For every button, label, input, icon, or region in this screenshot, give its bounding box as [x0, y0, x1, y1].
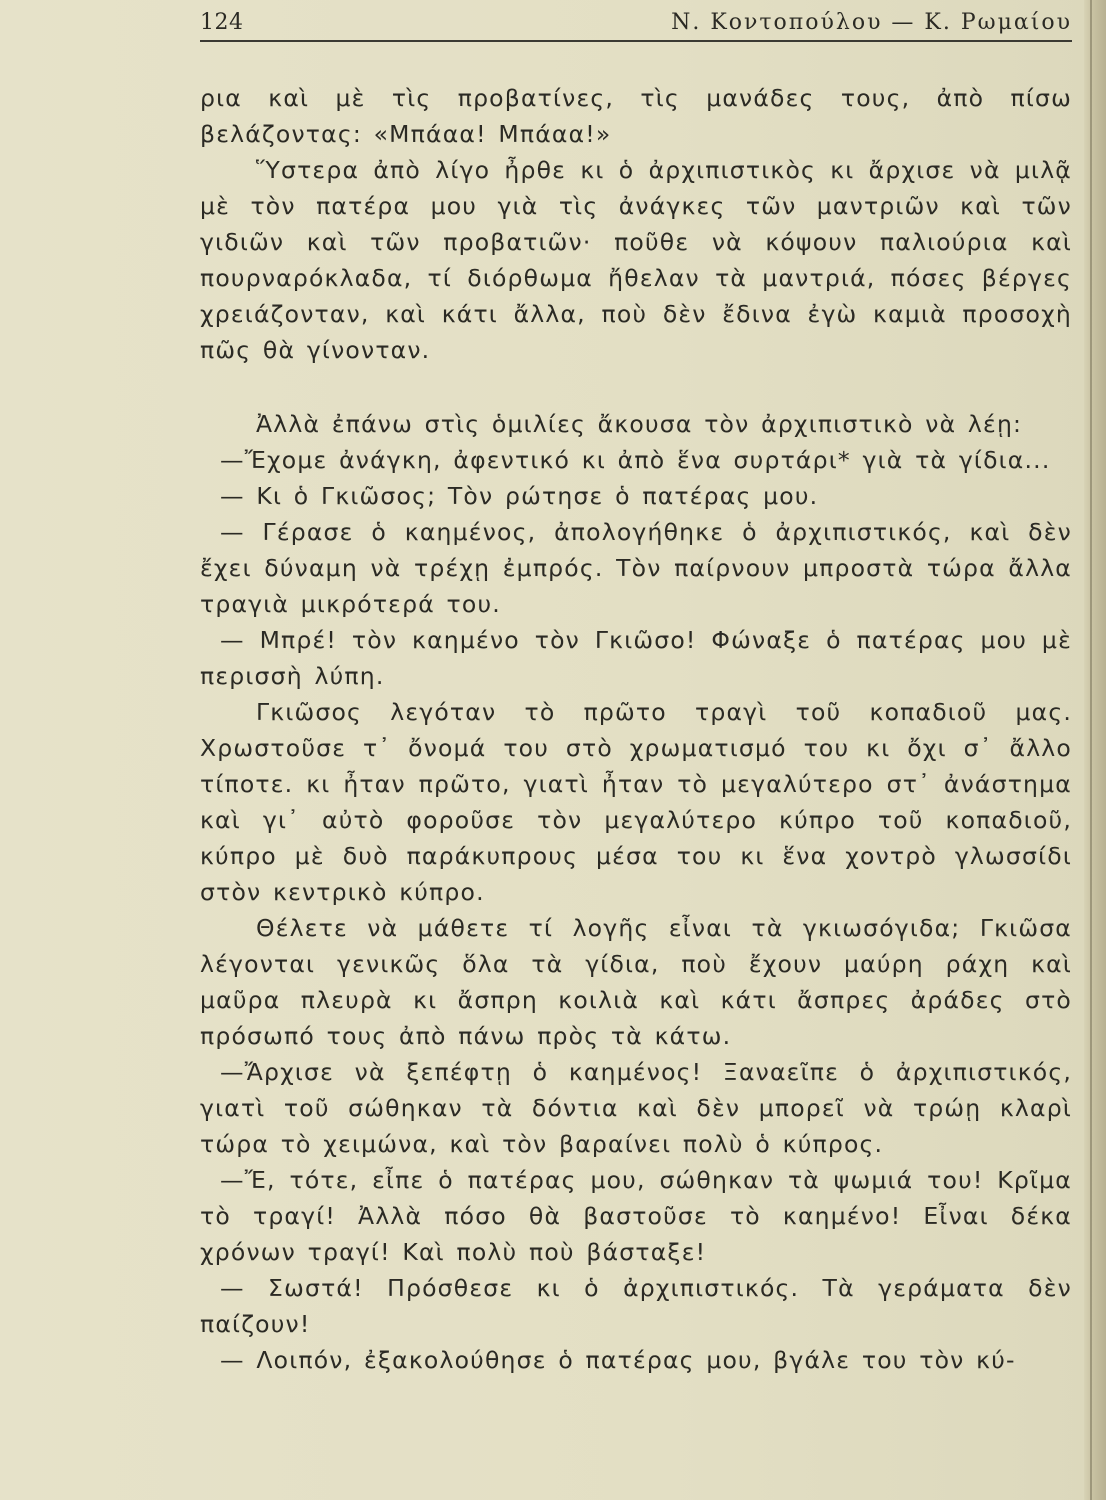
page-number: 124	[200, 10, 244, 35]
dialogue-line: —Ἔχομε ἀνάγκη, ἀφεντικό κι ἀπὸ ἕνα συρτάρι* γιὰ τὰ γίδια...	[220, 446, 1051, 474]
dialogue-line: — Κι ὁ Γκιῶσος; Τὸν ρώτησε ὁ πατέρας μου.	[220, 482, 819, 510]
dialogue-line: — Μπρέ! τὸν καημένο τὸν Γκιῶσο! Φώναξε ὁ πατέρας μου μὲ περισσὴ λύπη.	[200, 626, 1072, 690]
dialogue-line: —Ἔ, τότε, εἶπε ὁ πατέρας μου, σώθηκαν τὰ ψωμιά του! Κρῖμα τὸ τραγί! Ἀλλὰ πόσο θὰ βαστοῦσε τὸ καημένο! Εἶναι δέκα χρόνων τραγί! Καὶ πολὺ ποὺ βάσταξε!	[200, 1166, 1072, 1266]
page-binding-edge	[1084, 0, 1106, 1500]
paragraph: ρια καὶ μὲ τὶς προβατίνες, τὶς μανάδες τους, ἀπὸ πίσω βελάζοντας: «Μπάαα! Μπάαα!»	[200, 84, 1072, 148]
paragraph: Θέλετε νὰ μάθετε τί λογῆς εἶναι τὰ γκιωσόγιδα; Γκιῶσα λέγονται γενικῶς ὅλα τὰ γίδια, ποὺ ἔχουν μαύρη ράχη καὶ μαῦρα πλευρὰ κι ἄσπρη κοιλιὰ καὶ κάτι ἄσπρες ἀράδες στὸ πρόσωπό τους ἀπὸ πάνω πρὸς τὰ κάτω.	[200, 914, 1072, 1050]
body-text	[200, 80, 1072, 1378]
page-header	[200, 10, 1072, 40]
paragraph: Ὕστερα ἀπὸ λίγο ἦρθε κι ὁ ἀρχιπιστικὸς κι ἄρχισε νὰ μιλᾷ μὲ τὸν πατέρα μου γιὰ τὶς ἀνάγκες τῶν μαντριῶν καὶ τῶν γιδιῶν καὶ τῶν προβατιῶν· ποῦθε νὰ κόψουν παλιούρια καὶ πουρναρόκλαδα, τί διόρθωμα ἤθελαν τὰ μαντριά, πόσες βέργες χρειάζονταν, καὶ κάτι ἄλλα, ποὺ δὲν ἔδινα ἐγὼ καμιὰ προσοχὴ πῶς θὰ γίνονταν.	[200, 156, 1072, 364]
header-rule	[200, 40, 1072, 42]
paragraph: Γκιῶσος λεγόταν τὸ πρῶτο τραγὶ τοῦ κοπαδιοῦ μας. Χρωστοῦσε τ᾽ ὄνομά του στὸ χρωματισμό του κι ὄχι σ᾽ ἄλλο τίποτε. κι ἦταν πρῶτο, γιατὶ ἦταν τὸ μεγαλύτερο στ᾽ ἀνάστημα καὶ γι᾽ αὐτὸ φοροῦσε τὸν μεγαλύτερο κύπρο τοῦ κοπαδιοῦ, κύπρο μὲ δυὸ παράκυπρους μέσα του κι ἕνα χοντρὸ γλωσσίδι στὸν κεντρικὸ κύπρο.	[200, 698, 1072, 906]
dialogue-line: — Γέρασε ὁ καημένος, ἀπολογήθηκε ὁ ἀρχιπιστικός, καὶ δὲν ἔχει δύναμη νὰ τρέχῃ ἐμπρός. Τὸν παίρνουν μπροστὰ τώρα ἄλλα τραγιὰ μικρότερά του.	[200, 518, 1072, 618]
dialogue-line: —Ἄρχισε νὰ ξεπέφτῃ ὁ καημένος! Ξαναεῖπε ὁ ἀρχιπιστικός, γιατὶ τοῦ σώθηκαν τὰ δόντια καὶ δὲν μπορεῖ νὰ τρώῃ κλαρὶ τώρα τὸ χειμώνα, καὶ τὸν βαραίνει πολὺ ὁ κύπρος.	[200, 1058, 1072, 1158]
paragraph: Ἀλλὰ ἐπάνω στὶς ὁμιλίες ἄκουσα τὸν ἀρχιπιστικὸ νὰ λέῃ:	[256, 410, 1023, 438]
dialogue-line: — Λοιπόν, ἐξακολούθησε ὁ πατέρας μου, βγάλε του τὸν κύ-	[220, 1346, 1016, 1374]
running-head: Ν. Κοντοπούλου — Κ. Ρωμαίου	[671, 10, 1072, 35]
dialogue-line: — Σωστά! Πρόσθεσε κι ὁ ἀρχιπιστικός. Τὰ γεράματα δὲν παίζουν!	[200, 1274, 1072, 1338]
